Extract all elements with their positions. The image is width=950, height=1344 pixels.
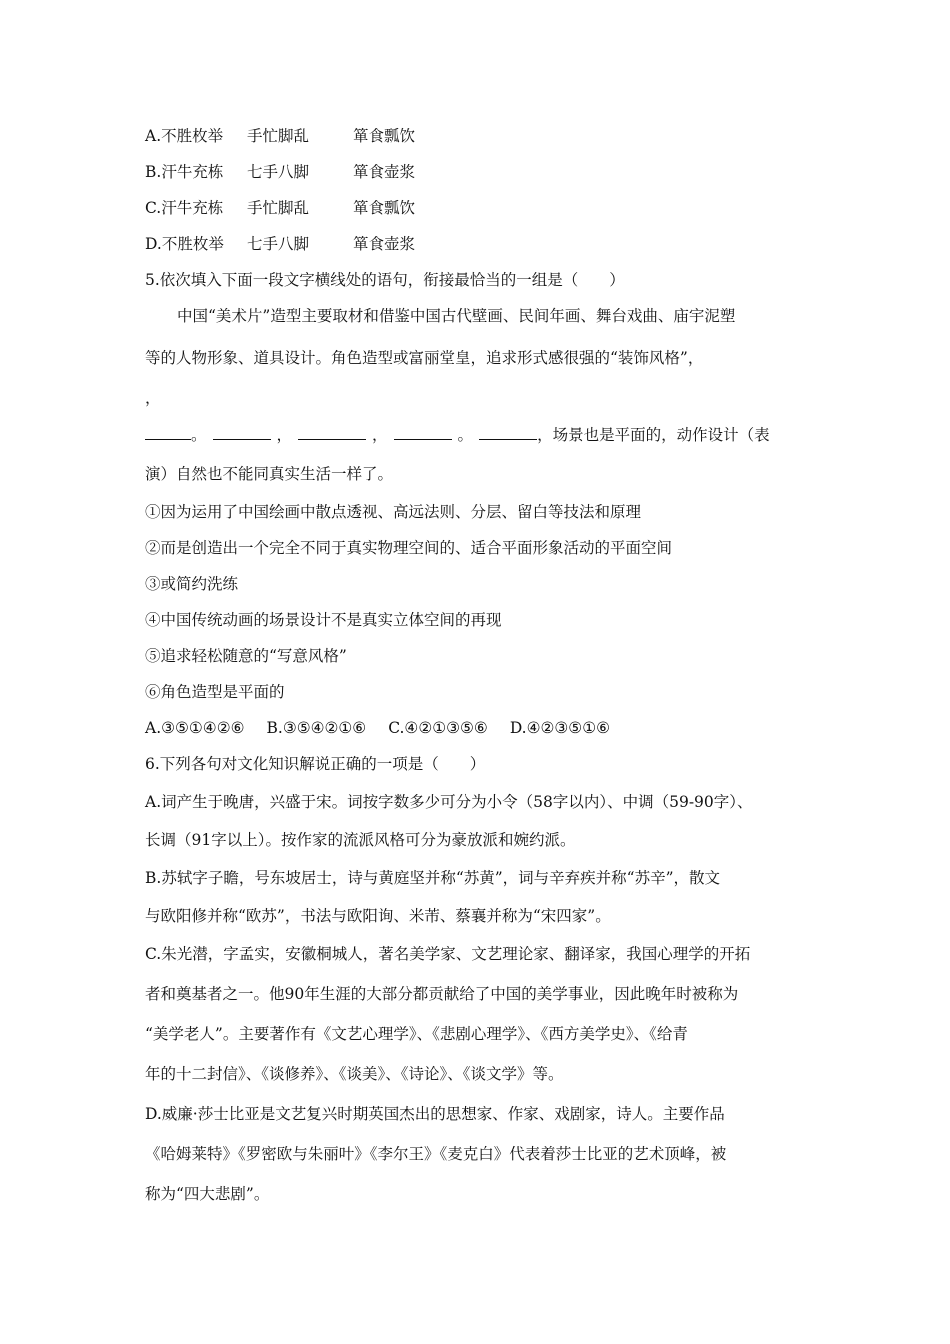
option-letter: B. [145, 163, 162, 181]
fill-blank[interactable] [298, 425, 366, 440]
q6-line: “美学老人”。主要著作有《文艺心理学》、《悲剧心理学》、《西方美学史》、《给青 [145, 1025, 688, 1043]
q4-option-c [145, 197, 415, 219]
option-letter: A. [145, 127, 162, 145]
option-word: 手忙脚乱 [247, 127, 310, 145]
fill-blank[interactable] [213, 425, 271, 440]
answer-choice: B.③⑤④②①⑥ [266, 719, 367, 737]
blank-separator: ， [276, 426, 293, 444]
option-letter: D. [145, 235, 162, 253]
fill-blank[interactable] [479, 425, 537, 440]
blank-separator: ， [372, 426, 388, 444]
option-word: 手忙脚乱 [247, 199, 310, 217]
q6-line: C.朱光潜，字孟实，安徽桐城人，著名美学家、文艺理论家、翻译家，我国心理学的开拓 [145, 945, 751, 963]
fill-blank[interactable] [145, 425, 191, 440]
q4-option-a [145, 125, 415, 147]
q6-line: A.词产生于晚唐，兴盛于宋。词按字数多少可分为小令（58字以内）、中调（59-90字）、 [145, 793, 753, 811]
q5-paragraph-line: 演）自然也不能同真实生活一样了。 [145, 465, 394, 483]
q6-line: 年的十二封信》、《谈修养》、《谈美》、《诗论》、《谈文学》等。 [145, 1065, 564, 1083]
q5-item: ⑤追求轻松随意的“写意风格” [145, 647, 347, 665]
q5-paragraph-tail: ，场景也是平面的，动作设计（表 [537, 426, 770, 444]
q6-stem: 6.下列各句对文化知识解说正确的一项是（ ） [145, 755, 486, 773]
option-word: 不胜枚举 [161, 235, 224, 253]
q6-line: 与欧阳修并称“欧苏”，书法与欧阳询、米芾、蔡襄并称为“宋四家”。 [145, 907, 611, 925]
option-word: 箪食瓢饮 [353, 127, 416, 145]
answer-choice: D.④②③⑤①⑥ [509, 719, 610, 737]
q5-stem: 5.依次填入下面一段文字横线处的语句，衔接最恰当的一组是（ ） [145, 271, 625, 289]
q6-line: 称为“四大悲剧”。 [145, 1185, 270, 1203]
blank-separator: 。 [191, 426, 207, 444]
q5-item: ②而是创造出一个完全不同于真实物理空间的、适合平面形象活动的平面空间 [145, 539, 673, 557]
q5-paragraph-line: 中国“美术片”造型主要取材和借鉴中国古代壁画、民间年画、舞台戏曲、庙宇泥塑 [177, 307, 736, 325]
q5-paragraph-line: 等的人物形象、道具设计。角色造型或富丽堂皇，追求形式感很强的“装饰风格”， [145, 349, 704, 367]
q5-blanks-line [145, 424, 770, 446]
fill-blank[interactable] [394, 425, 452, 440]
option-word: 箪食壶浆 [353, 163, 416, 181]
option-word: 七手八脚 [247, 163, 310, 181]
q6-line: D.威廉·莎士比亚是文艺复兴时期英国杰出的思想家、作家、戏剧家，诗人。主要作品 [145, 1105, 725, 1123]
q5-item: ③或简约洗练 [145, 575, 239, 593]
q5-item: ①因为运用了中国绘画中散点透视、高远法则、分层、留白等技法和原理 [145, 503, 642, 521]
q5-answers [145, 717, 632, 739]
option-word: 箪食壶浆 [353, 235, 416, 253]
q4-option-d [145, 233, 415, 255]
option-word: 七手八脚 [247, 235, 310, 253]
option-word: 不胜枚举 [161, 127, 224, 145]
answer-choice: C.④②①③⑤⑥ [388, 719, 488, 737]
q5-paragraph-line: ， [145, 389, 161, 407]
blank-separator: 。 [457, 426, 474, 444]
q6-line: 者和奠基者之一。他90年生涯的大部分都贡献给了中国的美学事业，因此晚年时被称为 [145, 985, 739, 1003]
q5-item: ④中国传统动画的场景设计不是真实立体空间的再现 [145, 611, 502, 629]
option-word: 箪食瓢饮 [353, 199, 416, 217]
q6-line: 《哈姆莱特》《罗密欧与朱丽叶》《李尔王》《麦克白》代表着莎士比亚的艺术顶峰，被 [145, 1145, 727, 1163]
option-word: 汗牛充栋 [161, 199, 224, 217]
option-word: 汗牛充栋 [161, 163, 224, 181]
q6-line: 长调（91字以上）。按作家的流派风格可分为豪放派和婉约派。 [145, 831, 576, 849]
q4-option-b [145, 161, 415, 183]
q6-line: B.苏轼字子瞻，号东坡居士，诗与黄庭坚并称“苏黄”，词与辛弃疾并称“苏辛”，散文 [145, 869, 721, 887]
option-letter: C. [145, 199, 162, 217]
q5-item: ⑥角色造型是平面的 [145, 683, 285, 701]
answer-choice: A.③⑤①④②⑥ [145, 719, 245, 737]
